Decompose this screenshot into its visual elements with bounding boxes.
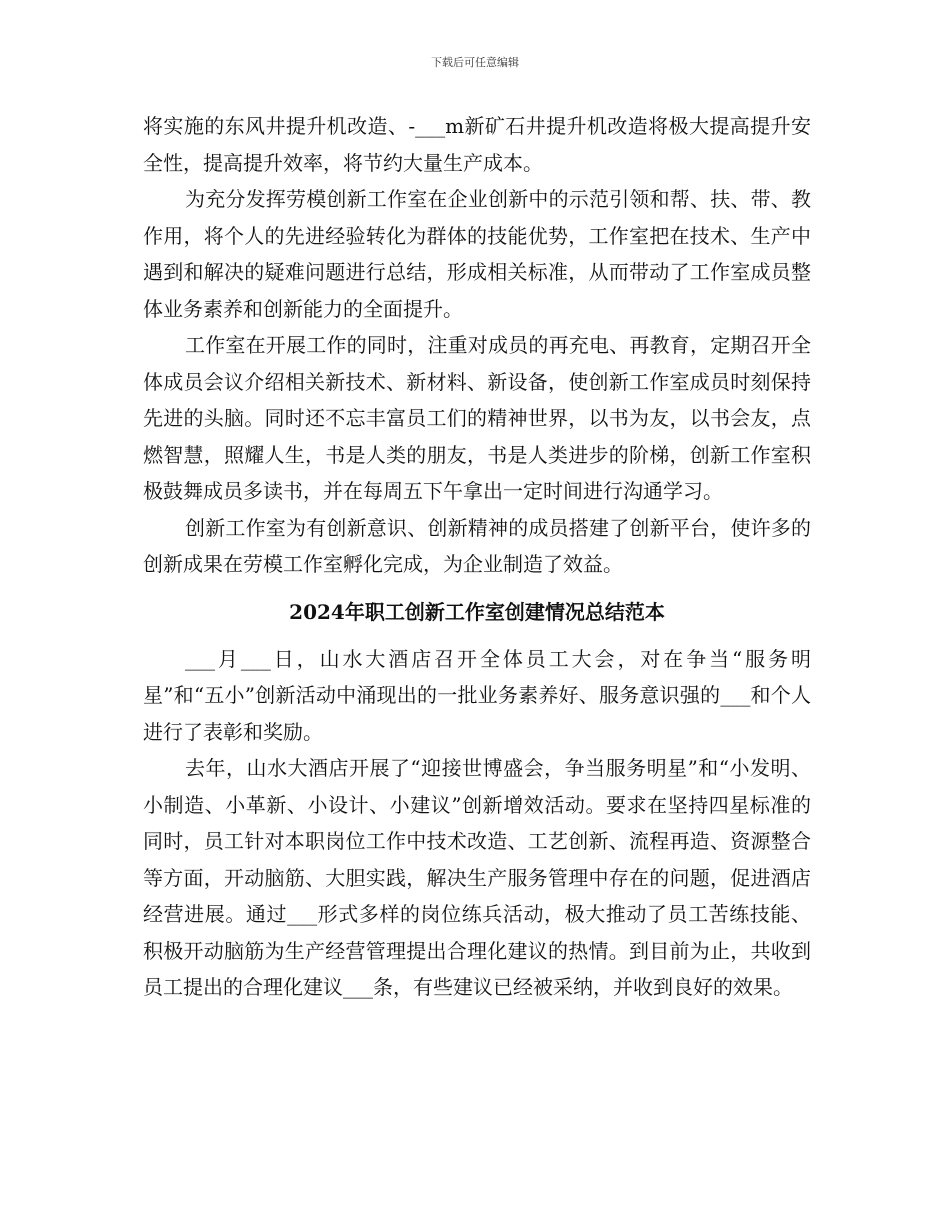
paragraph-5: ___月___日，山水大酒店召开全体员工大会，对在争当“服务明星”和“五小”创新活动中涌现出的一批业务素养好、服务意识强的___和个人进行了表彰和奖励。 xyxy=(143,646,811,744)
page-header: 下载后可任意编辑 xyxy=(431,56,519,69)
paragraph-1: 将实施的东风井提升机改造、-___m新矿石井提升机改造将极大提高提升安全性，提高提升效率，将节约大量生产成本。 xyxy=(143,114,811,175)
paragraph-4: 创新工作室为有创新意识、创新精神的成员搭建了创新平台，使许多的创新成果在劳模工作室孵化完成，为企业制造了效益。 xyxy=(143,515,811,576)
document-body xyxy=(143,108,811,1006)
section-title: 2024年职工创新工作室创建情况总结范本 xyxy=(289,599,665,624)
paragraph-2: 为充分发挥劳模创新工作室在企业创新中的示范引领和帮、扶、带、教作用，将个人的先进经验转化为群体的技能优势，工作室把在技术、生产中遇到和解决的疑难问题进行总结，形成相关标准，从而带动了工作室成员整体业务素养和创新能力的全面提升。 xyxy=(143,187,811,321)
paragraph-6: 去年，山水大酒店开展了“迎接世博盛会，争当服务明星”和“小发明、小制造、小革新、小设计、小建议”创新增效活动。要求在坚持四星标准的同时，员工针对本职岗位工作中技术改造、工艺创新、流程再造、资源整合等方面，开动脑筋、大胆实践，解决生产服务管理中存在的问题，促进酒店经营进展。通过___形式多样的岗位练兵活动，极大推动了员工苦练技能、积极开动脑筋为生产经营管理提出合理化建议的热情。到目前为止，共收到员工提出的合理化建议___条，有些建议已经被采纳，并收到良好的效果。 xyxy=(143,756,811,999)
paragraph-3: 工作室在开展工作的同时，注重对成员的再充电、再教育，定期召开全体成员会议介绍相关新技术、新材料、新设备，使创新工作室成员时刻保持先进的头脑。同时还不忘丰富员工们的精神世界，以书为友，以书会友，点燃智慧，照耀人生，书是人类的朋友，书是人类进步的阶梯，创新工作室积极鼓舞成员多读书，并在每周五下午拿出一定时间进行沟通学习。 xyxy=(143,333,811,503)
